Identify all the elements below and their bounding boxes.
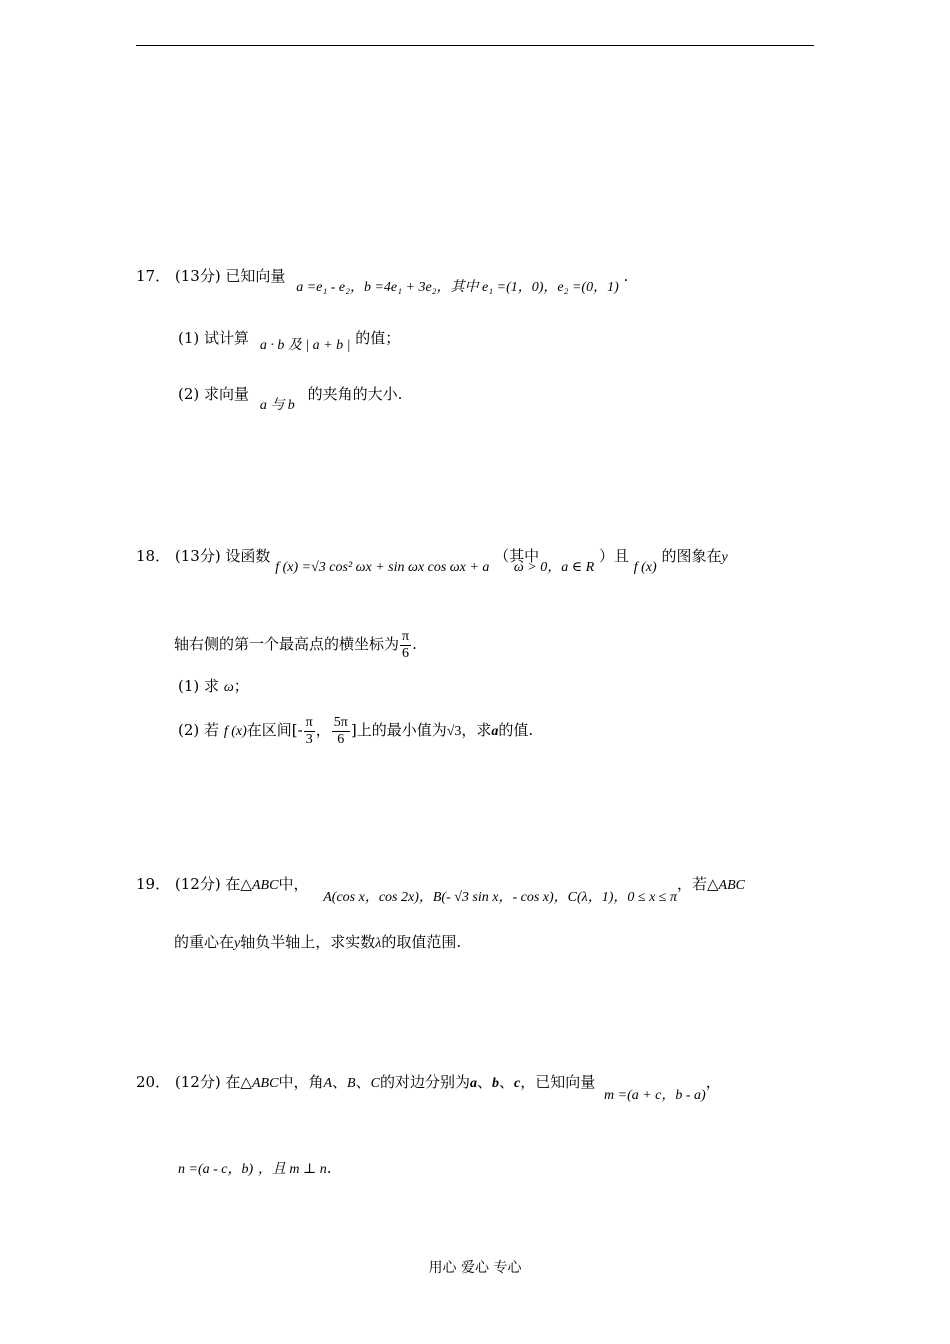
q18-omega: ω [223,680,234,695]
q18-p2-f1-num: π [305,714,313,730]
q18-part2 [178,712,533,750]
q19-line2c: 的取值范围. [381,933,462,951]
q19-ruo: ，若△ [677,875,719,893]
q19-abc2: ABC [718,878,745,893]
page-footer: 用心 爱心 专心 [428,1260,522,1276]
q18-line2 [174,626,417,662]
q18-cond-close: ）且 [598,547,629,565]
q17-line1 [136,266,629,295]
q18-number: 18． [136,547,171,565]
q17-p1-tail: 的值； [355,329,401,347]
q18-part1 [178,676,249,698]
q20-A: A [323,1076,333,1091]
q17-p2-label: (2) 求向量 [178,385,250,403]
q18-p2-label: (2) 若 [178,721,220,739]
q20-text1: 中，角 [278,1073,324,1091]
q18-intro: (13分) 设函数 [174,547,271,565]
q19-number: 19． [136,875,171,893]
q18-p2-tail: ，求 [461,721,492,739]
q18-cond-open: （其中 [494,547,540,565]
q20-a: a [469,1076,477,1091]
q20-B: B [347,1076,356,1091]
header-rule [136,45,814,46]
q19-line2b: 轴负半轴上，求实数 [240,933,376,951]
q17-part1 [178,328,401,353]
q18-p2-f2-num: 5π [333,714,348,730]
q17-p2-math: a 与 b [259,398,295,413]
q18-p2-f2-den: 6 [337,731,345,747]
q20-line2 [178,1158,332,1180]
q20-b: b [491,1076,499,1091]
q18-p2-a: a [491,724,499,739]
q17-end: . [623,267,629,285]
q20-text3: ，已知向量 [520,1073,596,1091]
q18-p2-fraction1 [304,715,315,748]
q17-intro: (13分) 已知向量 [174,267,286,285]
q19-abc: ABC [251,878,279,893]
q20-c: c [514,1076,521,1091]
q20-line1 [136,1072,721,1103]
q20-sep4: 、 [498,1073,514,1091]
q20-sep3: 、 [476,1073,492,1091]
q20-end: . [326,1159,332,1177]
q20-intro: (12分) 在△ [174,1073,252,1091]
q18-p2-end: 的值. [498,721,534,739]
q20-perpendicular: ，且 m ⊥ n [257,1162,327,1177]
q20-text2: 的对边分别为 [379,1073,470,1091]
q20-comma: ， [705,1073,721,1091]
q18-p2-fraction2 [332,715,350,748]
q18-y: y [721,550,728,565]
q17-p1-math: a · b 及 | a + b | [259,338,351,353]
q18-p2-interval: 在区间[- [246,721,303,739]
q18-frac-den: 6 [402,645,410,661]
q17-p2-tail: 的夹角的大小. [307,385,403,403]
q17-number: 17． [136,267,171,285]
q20-C: C [370,1076,380,1091]
q19-line2 [174,932,461,954]
q18-condition: ω > 0，a ∈ R [513,560,595,575]
q18-p2-comma: ， [315,721,331,739]
q18-p1-end: ； [233,677,249,695]
q18-frac-num: π [402,628,410,644]
q19-points: A(cos x，cos 2x)，B(- √3 sin x，- cos x)，C(λ，1)，0 ≤ x ≤ π [323,890,677,905]
q18-fraction [400,629,411,662]
q18-p2-fx: f (x) [223,724,247,739]
q20-abc: ABC [251,1076,279,1091]
q19-zhong: 中， [278,875,309,893]
q17-part2 [178,384,403,413]
q19-line1 [136,874,745,905]
q18-fx: f (x) [633,560,657,575]
q20-number: 20． [136,1073,171,1091]
q19-y: y [234,936,241,951]
q20-sep1: 、 [332,1073,348,1091]
q17-p1-label: (1) 试计算 [178,329,250,347]
q20-n-definition: n =(a - c，b) [178,1162,254,1177]
q18-line2-text: 轴右侧的第一个最高点的横坐标为 [174,635,400,653]
q17-vector-definition: a =e₁ - e₂，b =4e₁ + 3e₂，其中 e₁ =(1，0)，e₂ =(0，1) [296,280,619,295]
q20-m-definition: m =(a + c，b - a) [604,1088,706,1103]
q18-p2-f1-den: 3 [305,731,313,747]
q18-p2-mid: ]上的最小值为 [350,721,447,739]
q20-sep2: 、 [355,1073,371,1091]
q18-p1-label: (1) 求 [178,677,220,695]
q18-p2-sqrt: √3 [446,724,462,739]
q18-line1 [136,546,728,575]
q18-function: f (x) =√3 cos² ωx + sin ωx cos ωx + a [275,560,490,575]
q18-graph-text: 的图象在 [661,547,722,565]
q19-line2a: 的重心在 [174,933,235,951]
q18-line2-end: . [412,635,417,653]
q19-intro: (12分) 在△ [174,875,252,893]
q19-lambda: λ [375,936,382,951]
